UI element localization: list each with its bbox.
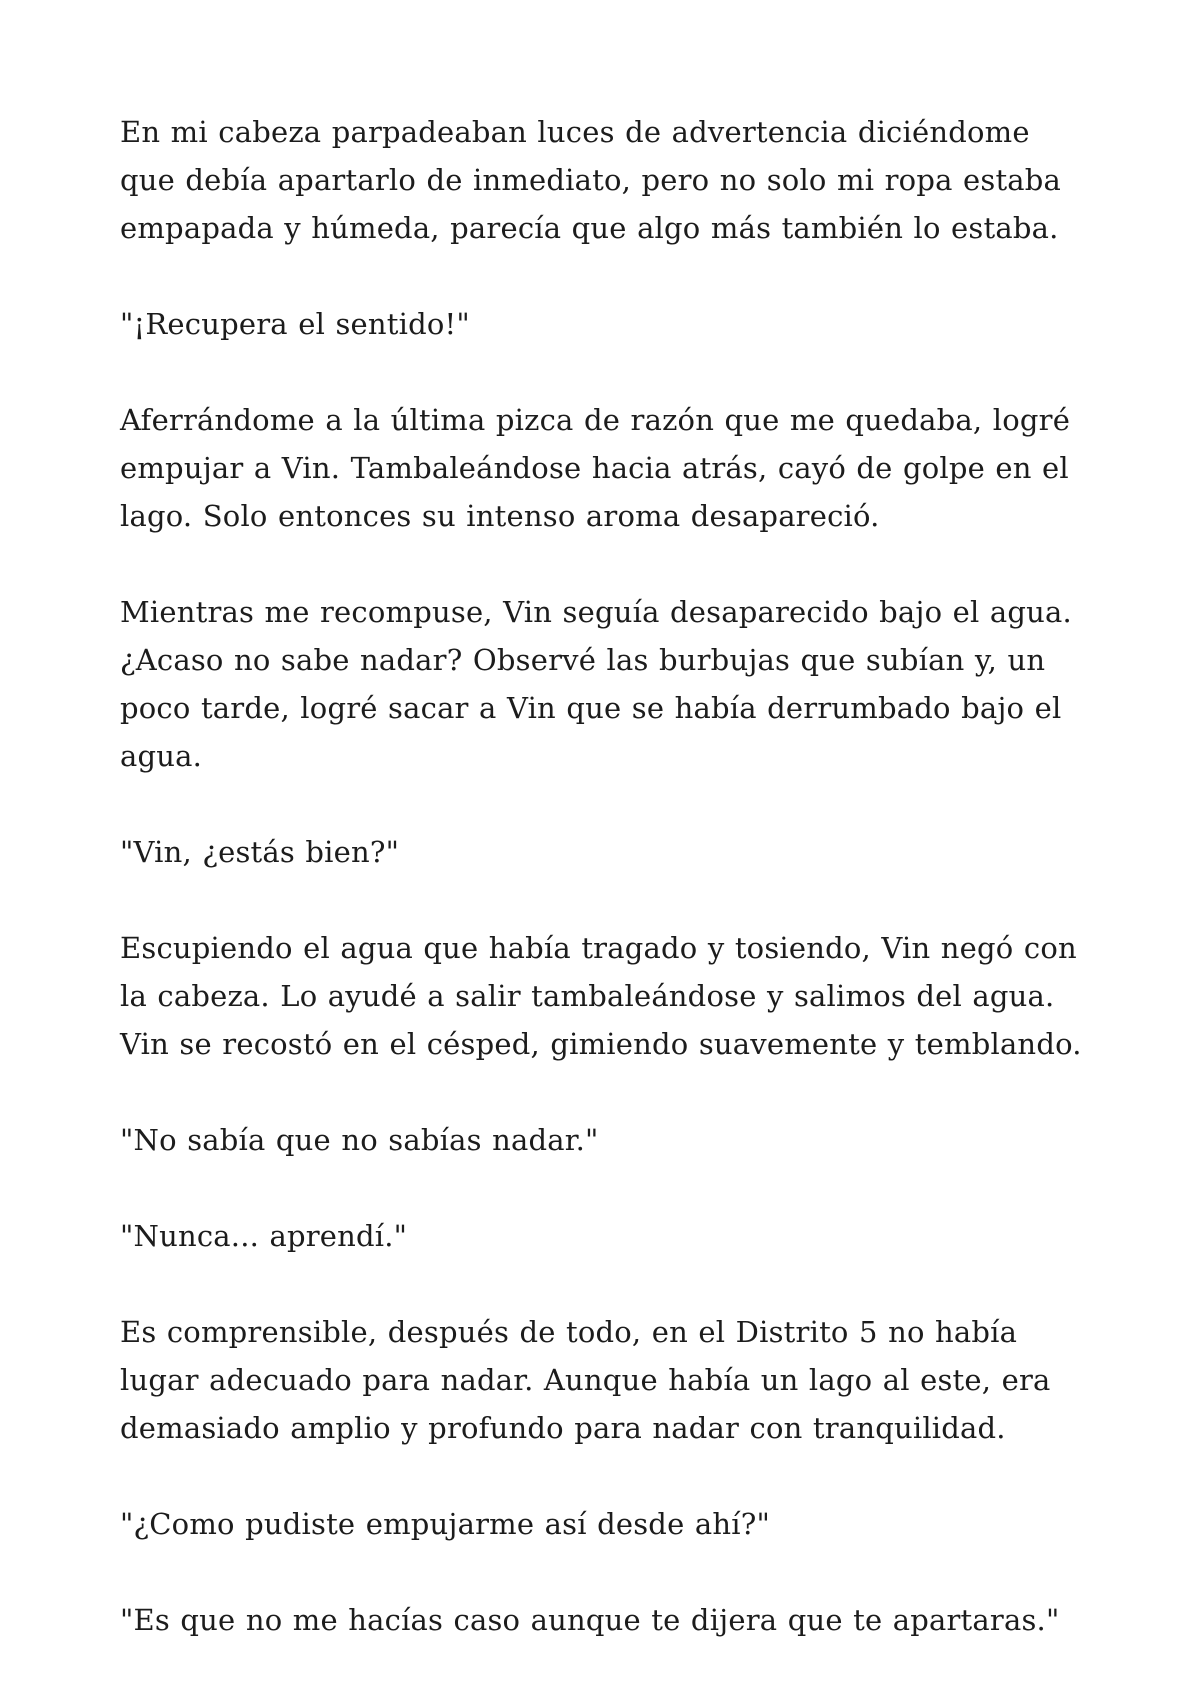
paragraph: Mientras me recompuse, Vin seguía desaparecido bajo el agua. ¿Acaso no sabe nadar? Observé las burbujas que subían y, un poco tarde, logré sacar a Vin que se había derrumbado bajo el agua. xyxy=(120,595,1072,773)
paragraph: "Es que no me hacías caso aunque te dijera que te apartaras." xyxy=(120,1603,1060,1637)
paragraph: "¡Recupera el sentido!" xyxy=(120,307,470,341)
paragraph: Aferrándome a la última pizca de razón que me quedaba, logré empujar a Vin. Tambaleándose hacia atrás, cayó de golpe en el lago. Solo entonces su intenso aroma desapareció. xyxy=(120,403,1071,533)
paragraph: Es comprensible, después de todo, en el Distrito 5 no había lugar adecuado para nadar. Aunque había un lago al este, era demasiado amplio y profundo para nadar con tranquilidad. xyxy=(120,1315,1051,1445)
paragraph: "Nunca... aprendí." xyxy=(120,1219,408,1253)
paragraph: Escupiendo el agua que había tragado y tosiendo, Vin negó con la cabeza. Lo ayudé a salir tambaleándose y salimos del agua. Vin se recostó en el césped, gimiendo suavemente y temblando. xyxy=(120,931,1082,1061)
paragraph: En mi cabeza parpadeaban luces de advertencia diciéndome que debía apartarlo de inmediato, pero no solo mi ropa estaba empapada y húmeda, parecía que algo más también lo estaba. xyxy=(120,115,1062,245)
paragraph: "Vin, ¿estás bien?" xyxy=(120,835,400,869)
paragraph: "¿Como pudiste empujarme así desde ahí?" xyxy=(120,1507,770,1541)
paragraph: "No sabía que no sabías nadar." xyxy=(120,1123,599,1157)
